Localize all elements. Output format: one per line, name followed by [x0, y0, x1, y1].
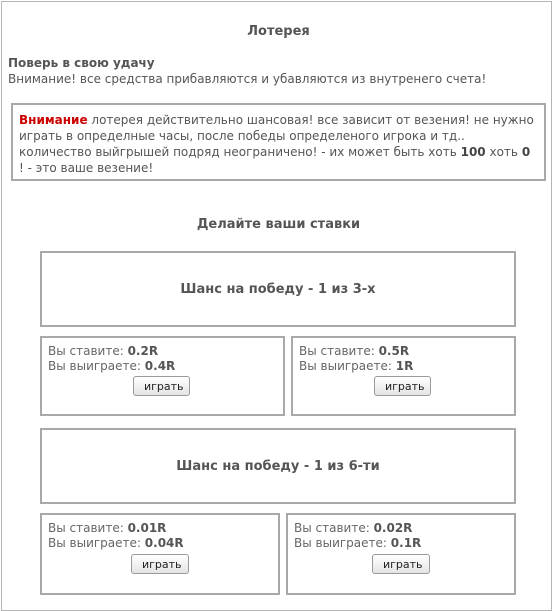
win-label: Вы выиграете:	[294, 536, 387, 550]
page-title: Лотерея	[247, 24, 310, 39]
page-subtitle: Поверь в свою удачу	[8, 56, 155, 70]
win-label: Вы выиграете:	[299, 359, 392, 373]
win-row	[48, 536, 278, 551]
win-row	[48, 359, 283, 374]
stake-label: Вы ставите:	[294, 521, 370, 535]
stake-label: Вы ставите:	[299, 344, 375, 358]
warning-text-1: лотерея действительно шансовая! все зависит от везения! не нужно играть в определные часы, после победы определеного игрока и тд.. количество выйгрышей подряд неограничено! - их может быть хоть	[19, 113, 534, 159]
stake-row	[299, 344, 514, 359]
warning-text-3: ! - это ваше везение!	[19, 161, 154, 175]
warning-label: Внимание	[19, 113, 88, 127]
win-value: 0.04R	[144, 536, 184, 550]
stake-label: Вы ставите:	[48, 344, 124, 358]
chance-label: Шанс на победу - 1 из 6-ти	[176, 458, 380, 474]
stake-row	[294, 521, 514, 536]
account-note: Внимание! все средства прибавляются и убавляются из внутренего счета!	[8, 72, 487, 86]
win-value: 0.1R	[390, 536, 422, 550]
stake-row	[48, 521, 278, 536]
chance-box-1-in-3	[40, 251, 516, 327]
play-button[interactable]: играть	[374, 376, 431, 396]
win-row	[299, 359, 514, 374]
warning-box	[11, 103, 546, 181]
bets-title: Делайте ваши ставки	[196, 217, 361, 232]
stake-value: 0.01R	[127, 521, 167, 535]
chance-box-1-in-6	[40, 428, 516, 504]
play-button[interactable]: играть	[133, 376, 190, 396]
win-row	[294, 536, 514, 551]
win-label: Вы выиграете:	[48, 536, 141, 550]
win-label: Вы выиграете:	[48, 359, 141, 373]
stake-value: 0.2R	[127, 344, 159, 358]
play-button[interactable]: играть	[372, 554, 430, 574]
warning-number-2: 0	[521, 145, 531, 159]
stake-label: Вы ставите:	[48, 521, 124, 535]
stake-value: 0.02R	[373, 521, 413, 535]
play-button[interactable]: играть	[131, 554, 189, 574]
stake-value: 0.5R	[378, 344, 410, 358]
stake-row	[48, 344, 283, 359]
win-value: 1R	[395, 359, 414, 373]
chance-label: Шанс на победу - 1 из 3-х	[180, 281, 376, 297]
warning-text-2: хоть	[485, 145, 522, 159]
warning-number-1: 100	[460, 145, 486, 159]
win-value: 0.4R	[144, 359, 176, 373]
